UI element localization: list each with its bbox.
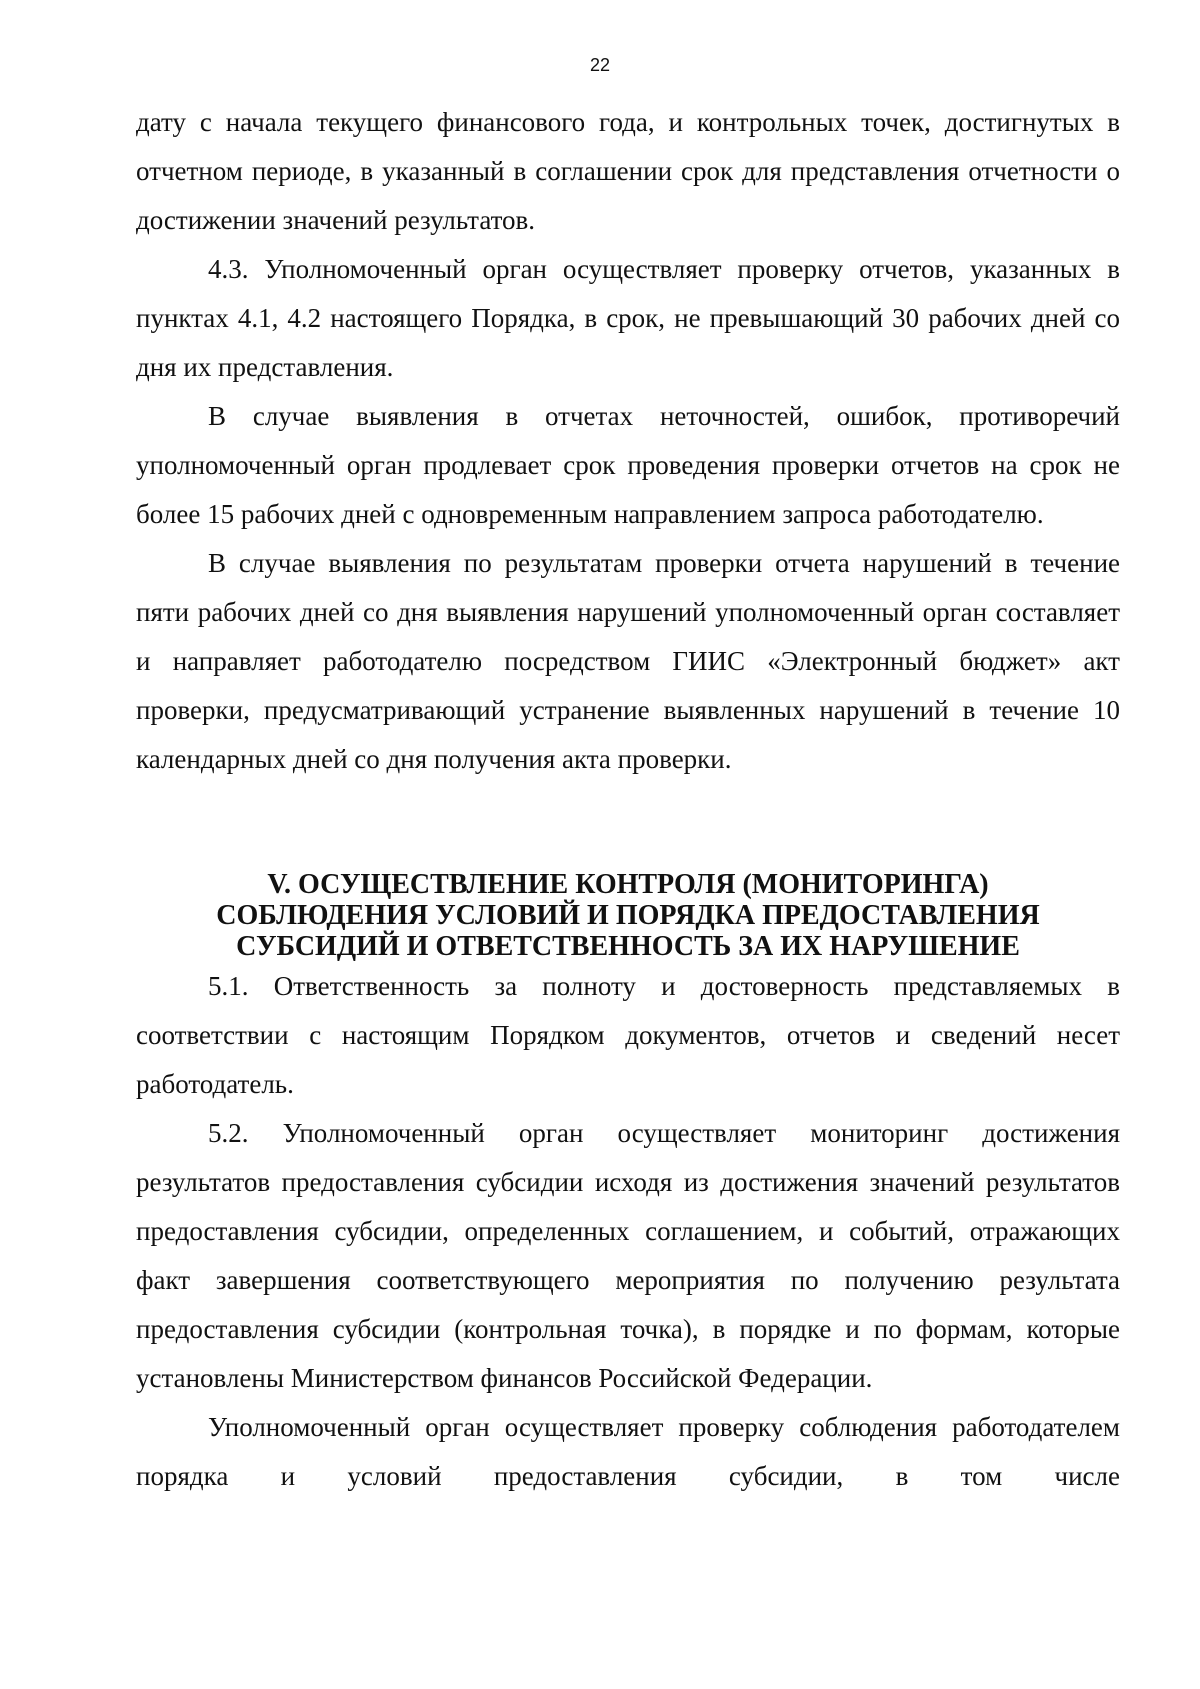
document-body bbox=[136, 98, 1120, 1501]
paragraph-continuation: дату с начала текущего финансового года, и контрольных точек, достигнутых в отчетном периоде, в указанный в соглашении срок для представления отчетности о достижении значений результатов. bbox=[136, 107, 1120, 235]
section-heading bbox=[136, 869, 1120, 962]
page-number: 22 bbox=[589, 55, 611, 75]
paragraph-5-1: 5.1. Ответственность за полноту и достоверность представляемых в соответствии с настоящим Порядком документов, отчетов и сведений несет работодатель. bbox=[136, 971, 1120, 1099]
section-heading-line-1: V. ОСУЩЕСТВЛЕНИЕ КОНТРОЛЯ (МОНИТОРИНГА) bbox=[267, 869, 989, 900]
paragraph-violations: В случае выявления по результатам проверки отчета нарушений в течение пяти рабочих дней со дня выявления нарушений уполномоченный орган составляет и направляет работодателю посредством ГИИС «Электронный бюджет» акт проверки, предусматривающий устранение выявленных нарушений в течение 10 календарных дней со дня получения акта проверки. bbox=[136, 548, 1120, 774]
paragraph-4-3: 4.3. Уполномоченный орган осуществляет проверку отчетов, указанных в пунктах 4.1, 4.2 настоящего Порядка, в срок, не превышающий 30 рабочих дней со дня их представления. bbox=[136, 254, 1120, 382]
section-heading-line-2: СОБЛЮДЕНИЯ УСЛОВИЙ И ПОРЯДКА ПРЕДОСТАВЛЕНИЯ bbox=[216, 900, 1040, 931]
paragraph-5-2: 5.2. Уполномоченный орган осуществляет мониторинг достижения результатов предоставления субсидии исходя из достижения значений результатов предоставления субсидии, определенных соглашением, и событий, отражающих факт завершения соответствующего мероприятия по получению результата предоставления субсидии (контрольная точка), в порядке и по формам, которые установлены Министерством финансов Российской Федерации. bbox=[136, 1118, 1120, 1393]
section-heading-line-3: СУБСИДИЙ И ОТВЕТСТВЕННОСТЬ ЗА ИХ НАРУШЕНИЕ bbox=[236, 931, 1020, 962]
paragraph-compliance-check: Уполномоченный орган осуществляет проверку соблюдения работодателем порядка и условий предоставления субсидии, в том числе bbox=[136, 1412, 1120, 1491]
paragraph-inaccuracies: В случае выявления в отчетах неточностей, ошибок, противоречий уполномоченный орган продлевает срок проведения проверки отчетов на срок не более 15 рабочих дней с одновременным направлением запроса работодателю. bbox=[136, 401, 1120, 529]
